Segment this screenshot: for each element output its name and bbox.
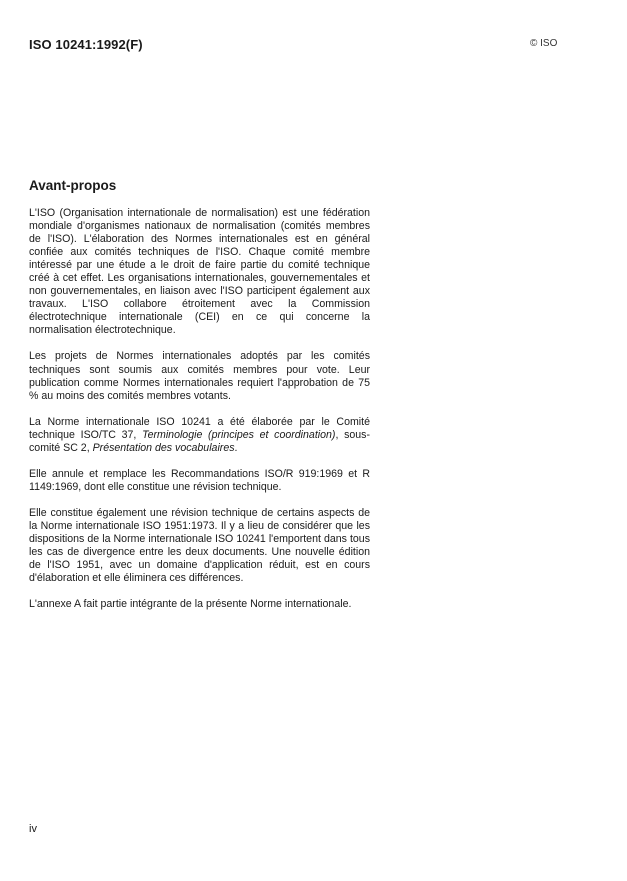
paragraph-technical-revision: Elle constitue également une révision technique de certains aspects de la Norme internationale ISO 1951:1973. Il y a lieu de considérer que les dispositions de la Norme internationale ISO 10241 l'emportent dans tous les cas de divergence entre les deux documents. Une nouvelle édition de l'ISO 1951, avec un domaine d'application réduit, est en cours d'élaboration et elle éliminera ces différences. [29,506,370,585]
paragraph-draft-standards: Les projets de Normes internationales adoptés par les comités techniques sont soumis aux comités membres pour vote. Leur publication comme Normes internationales requiert l'approbation de 75 % au moins des comités membres votants. [29,350,370,402]
document-code: ISO 10241:1992(F) [29,37,143,52]
copyright-notice: © ISO [530,38,558,49]
foreword-body [29,207,370,611]
subcommittee-text: , sous-comité SC 2, [29,428,370,454]
section-title: Avant-propos [29,178,117,193]
prepared-by-text: La Norme internationale ISO 10241 a été élaborée par le Comité technique ISO/TC 37, [29,415,370,441]
paragraph-cancels-replaces: Elle annule et remplace les Recommandations ISO/R 919:1969 et R 1149:1969, dont elle constitue une révision technique. [29,467,370,493]
page-number: iv [29,823,37,835]
subcommittee-title: Présentation des vocabulaires [92,441,235,454]
paragraph-prepared-by [29,416,370,455]
paragraph-iso-organisation: L'ISO (Organisation internationale de normalisation) est une fédération mondiale d'organismes nationaux de normalisation (comités membres de l'ISO). L'élaboration des Normes internationales est en général confiée aux comités techniques de l'ISO. Chaque comité membre intéressé par une étude a le droit de faire partie du comité technique créé à cet effet. Les organisations internationales, gouvernementales et non gouvernementales, en liaison avec l'ISO participent également aux travaux. L'ISO collabore étroitement avec la Commission électrotechnique internationale (CEI) en ce qui concerne la normalisation électrotechnique. [29,207,370,337]
committee-title: Terminologie (principes et coordination) [142,428,336,441]
paragraph-annex: L'annexe A fait partie intégrante de la présente Norme internationale. [29,598,352,611]
prepared-by-end: . [234,441,238,454]
